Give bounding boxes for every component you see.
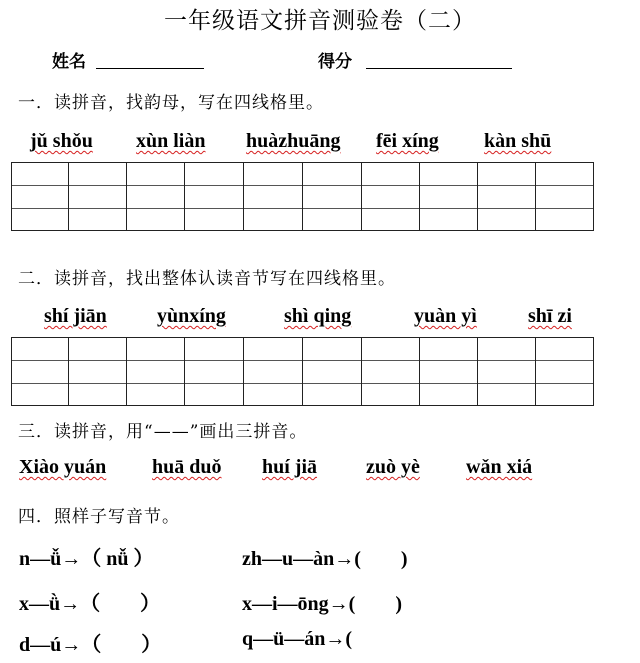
exercise-right-1: zh—u—àn→( ) — [242, 548, 408, 570]
exercise-right-3: q—ü—án→( — [242, 628, 353, 650]
score-label: 得分 — [318, 52, 352, 72]
section-3-heading: 三．读拼音，用“——”画出三拼音。 — [18, 422, 308, 442]
pinyin-word: shì qing — [284, 305, 352, 327]
pinyin-word: Xiào yuán — [19, 456, 107, 478]
exercise-left-1: n—ǚ→（ nǚ ） — [19, 548, 154, 570]
exercise-right-2: x—i—ōng→( ) — [242, 593, 402, 615]
name-label: 姓名 — [52, 52, 86, 72]
name-field[interactable] — [96, 46, 204, 69]
pinyin-word: yùnxíng — [157, 305, 226, 327]
page-title: 一年级语文拼音测验卷（二） — [164, 8, 476, 34]
pinyin-word: wǎn xiá — [466, 456, 533, 478]
section-2-words — [0, 305, 640, 335]
pinyin-word: yuàn yì — [414, 305, 477, 327]
section-2-heading: 二．读拼音，找出整体认读音节写在四线格里。 — [18, 269, 396, 289]
pinyin-word: shī zi — [528, 305, 572, 327]
pinyin-word: shí jiān — [44, 305, 107, 327]
pinyin-word: huàzhuāng — [246, 130, 341, 152]
four-line-grid-2[interactable] — [11, 337, 594, 406]
section-1-words — [0, 130, 640, 160]
four-line-grid-1[interactable] — [11, 162, 594, 231]
pinyin-word: kàn shū — [484, 130, 552, 152]
exercise-left-3: d—ú→（ ） — [19, 634, 162, 656]
pinyin-word: xùn liàn — [136, 130, 206, 152]
section-1-heading: 一．读拼音，找韵母，写在四线格里。 — [18, 93, 324, 113]
section-4-heading: 四．照样子写音节。 — [18, 507, 180, 527]
pinyin-word: huí jiā — [262, 456, 318, 478]
pinyin-word: jǔ shǒu — [30, 130, 93, 152]
pinyin-word: fēi xíng — [376, 130, 439, 152]
pinyin-word: huā duǒ — [152, 456, 222, 478]
exercise-left-2: x—ǜ→（ ） — [19, 593, 161, 615]
score-field[interactable] — [366, 46, 512, 69]
pinyin-word: zuò yè — [366, 456, 420, 478]
section-3-words — [0, 456, 640, 486]
